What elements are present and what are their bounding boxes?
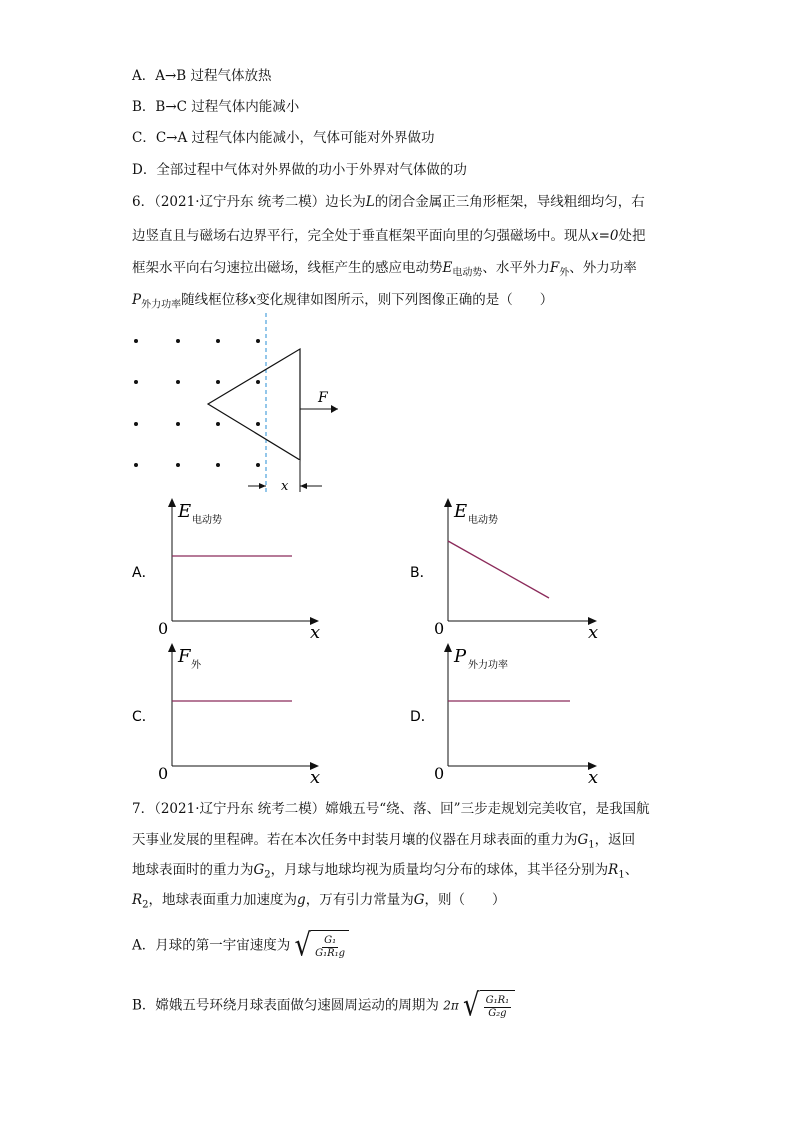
graph-b-ysub: 电动势 <box>468 515 498 526</box>
graph-b-ylabel: E <box>454 501 468 522</box>
graph-c-xlabel: x <box>310 767 321 788</box>
graph-a-origin: 0 <box>158 619 169 638</box>
q7-line-4: $R_2$，地球表面重力加速度为g，万有引力常量为G，则（ ） <box>132 892 506 911</box>
option-b-formula: √ $\frac{\text{G₁R₁}}{\text{G₂g}}$ <box>463 990 515 1022</box>
graph-a-letter: A． <box>132 565 156 581</box>
q7-line-3: 地球表面时的重力为$G_2$，月球与地球均视为质量均匀分布的球体，其半径分别为$R_1$、 <box>132 862 639 881</box>
q7-line-1: 7．（2021·辽宁丹东 统考二模）嫦娥五号“绕、落、回”三步走规划完美收官，是我国航 <box>132 801 650 817</box>
q6-line-3: 框架水平向右匀速拉出磁场，线框产生的感应电动势$E_{电动势}$、水平外力$F_外$、外力功率 <box>132 260 637 279</box>
graph-b-letter: B． <box>410 565 434 581</box>
q5-option-c: C．C→A 过程气体内能减小，气体可能对外界做功 <box>132 130 435 146</box>
displacement-label: x <box>281 479 289 494</box>
q6-line-1: 6．（2021·辽宁丹东 统考二模）边长为L的闭合金属正三角形框架，导线粗细均匀，右 <box>132 194 645 210</box>
q7-option-a: A．月球的第一宇宙速度为 √ $\frac{\text{G₁}}{\text{G₁R₁g}}$ <box>132 930 349 962</box>
q5-option-b: B．B→C 过程气体内能减小 <box>132 99 300 115</box>
graph-d-xlabel: x <box>588 767 599 788</box>
graph-d-ysub: 外力功率 <box>468 660 508 671</box>
graph-d-letter: D． <box>410 709 435 725</box>
graph-c-ysub: 外 <box>191 660 201 671</box>
q7-option-b: B．嫦娥五号环绕月球表面做匀速圆周运动的周期为 2π √ $\frac{\text{G₁R₁}}{\text{G₂g}}$ <box>132 990 515 1022</box>
graph-b-origin: 0 <box>434 619 445 638</box>
graph-d-origin: 0 <box>434 764 445 783</box>
q6-line-4: $P_{外力功率}$随线框位移x变化规律如图所示，则下列图像正确的是（ ） <box>132 292 554 311</box>
q7-line-2: 天事业发展的里程碑。若在本次任务中封装月壤的仪器在月球表面的重力为$G_1$，返回 <box>132 832 636 851</box>
graph-b-xlabel: x <box>588 622 599 643</box>
q6-line-2: 边竖直且与磁场右边界平行，完全处于垂直框架平面向里的匀强磁场中。现从x=0处把 <box>132 228 646 244</box>
graph-c-origin: 0 <box>158 764 169 783</box>
q5-option-a: A．A→B 过程气体放热 <box>132 68 272 84</box>
graph-d-ylabel: P <box>454 646 467 667</box>
q5-option-d: D．全部过程中气体对外界做的功小于外界对气体做的功 <box>132 162 467 178</box>
graph-a-ysub: 电动势 <box>192 515 222 526</box>
graph-c-ylabel: F <box>178 646 191 667</box>
graph-a-ylabel: E <box>178 501 192 522</box>
option-a-formula: √ $\frac{\text{G₁}}{\text{G₁R₁g}}$ <box>295 930 350 962</box>
graph-c-letter: C． <box>132 709 156 725</box>
graph-a-xlabel: x <box>310 622 321 643</box>
force-label: F <box>318 390 328 406</box>
